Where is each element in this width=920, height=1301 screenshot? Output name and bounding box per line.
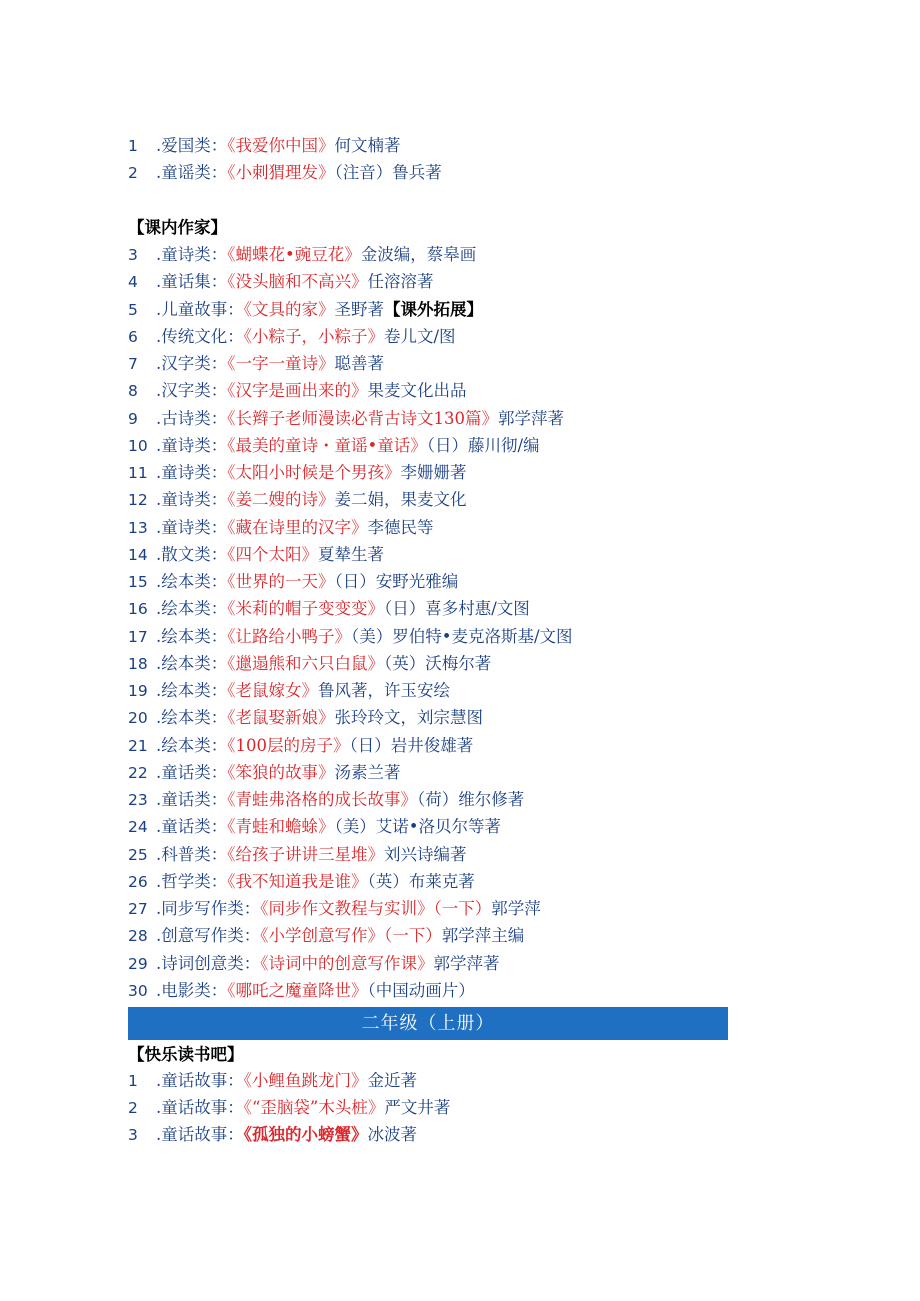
list-item [128, 705, 483, 731]
item-number: 20 [128, 709, 148, 728]
item-category: .童谣类： [156, 163, 228, 182]
item-author: 何文楠著 [334, 136, 401, 155]
item-number: 13 [128, 518, 148, 537]
item-number: 1 [128, 137, 138, 155]
item-number: 30 [128, 981, 148, 1000]
item-category: .绘本类： [156, 735, 228, 755]
item-category: .绘本类： [156, 708, 228, 728]
item-author: 郭学萍著 [433, 953, 500, 973]
item-title: 《我不知道我是谁》 [227, 871, 368, 891]
item-author: （美）罗伯特•麦克洛斯基/文图 [351, 626, 573, 646]
item-number: 11 [128, 464, 148, 482]
item-number: 7 [128, 355, 138, 373]
item-number: 14 [128, 545, 148, 564]
item-title: 《笨狼的故事》 [227, 762, 335, 782]
item-title: 《汉字是画出来的》 [227, 381, 368, 401]
list-item [128, 651, 491, 677]
item-category: .童话类： [156, 790, 228, 809]
grade-banner: 二年级（上册） [128, 1007, 728, 1040]
item-number: 26 [128, 872, 148, 891]
item-number: 15 [128, 573, 148, 591]
item-author: （英）布莱克著 [367, 871, 475, 891]
item-number: 6 [128, 327, 138, 346]
item-title: 《邋遢熊和六只白鼠》 [227, 653, 384, 673]
item-number: 12 [128, 491, 148, 510]
item-author: 郭学萍著 [498, 408, 564, 428]
item-number: 19 [128, 682, 148, 700]
item-author: 金波编，蔡皋画 [360, 245, 477, 264]
item-category: .童话集： [156, 272, 228, 292]
item-number: 1 [128, 1072, 138, 1090]
item-number: 18 [128, 654, 148, 673]
item-category: .绘本类： [156, 572, 228, 591]
item-category: .汉字类： [156, 354, 228, 373]
item-category: .诗词创意类： [156, 953, 261, 973]
list-item [128, 596, 530, 622]
item-title: 《小学创意写作》（一下） [260, 926, 442, 946]
item-category: .传统文化： [156, 326, 244, 346]
item-author: 刘兴诗编著 [384, 844, 467, 864]
item-author: 任溶溶著 [367, 272, 434, 292]
list-item [128, 951, 500, 977]
item-author: （注音）鲁兵著 [334, 163, 442, 182]
item-title: 《青蛙弗洛格的成长故事》 [227, 790, 417, 809]
item-author: 夏辇生著 [318, 544, 384, 564]
item-number: 16 [128, 600, 148, 619]
item-title: 《一字一童诗》 [227, 354, 335, 373]
item-author: 圣野著 [334, 299, 384, 319]
item-category: .儿童故事： [156, 299, 244, 319]
list-item [128, 569, 458, 595]
list-item [128, 351, 384, 377]
item-author: （中国动画片） [367, 980, 475, 1000]
item-number: 2 [128, 1099, 138, 1117]
section-heading-reading: 【快乐读书吧】 [128, 1045, 244, 1064]
item-author: （美）艾诺•洛贝尔等著 [334, 817, 501, 837]
item-category: .古诗类： [156, 408, 228, 428]
item-title: 《四个太阳》 [227, 544, 318, 564]
item-author: （日）喜多村惠/文图 [384, 599, 530, 619]
item-title: 《世界的一天》 [227, 572, 335, 591]
item-number: 9 [128, 409, 138, 428]
list-item [128, 242, 476, 268]
item-number: 3 [128, 1126, 138, 1144]
item-category: .童诗类： [156, 463, 228, 482]
list-item [128, 760, 401, 786]
item-number: 10 [128, 436, 148, 455]
item-category: .创意写作类： [156, 926, 261, 946]
list-item [128, 269, 434, 295]
item-category: .童话类： [156, 762, 228, 782]
list-item [128, 487, 467, 513]
item-title: 《没头脑和不高兴》 [227, 272, 368, 292]
item-author: 金近著 [367, 1071, 417, 1090]
item-number: 3 [128, 246, 138, 264]
item-title: 《青蛙和蟾蜍》 [227, 817, 335, 837]
list-item [128, 978, 475, 1004]
item-category: .童诗类： [156, 245, 228, 264]
item-title: 《“歪脑袋”木头桩》 [243, 1098, 385, 1117]
list-item [128, 1068, 417, 1094]
list-item [128, 923, 524, 949]
item-author: 郭学萍 [491, 899, 541, 918]
item-number: 17 [128, 627, 148, 646]
item-author: 严文井著 [384, 1098, 451, 1117]
item-author: 汤素兰著 [334, 762, 401, 782]
item-title: 《小刺猬理发》 [227, 163, 335, 182]
item-category: .童话故事： [156, 1125, 244, 1144]
item-title: 《我爱你中国》 [227, 136, 335, 155]
item-number: 5 [128, 300, 138, 319]
item-title: 《蝴蝶花•豌豆花》 [227, 245, 361, 264]
item-number: 28 [128, 927, 148, 946]
item-title: 《小粽子，小粽子》 [243, 326, 384, 346]
item-author: 李德民等 [367, 517, 434, 537]
item-author: （日）岩井俊雄著 [349, 735, 474, 755]
item-title: 《哪吒之魔童降世》 [227, 980, 368, 1000]
item-category: .哲学类： [156, 871, 228, 891]
item-number: 27 [128, 900, 148, 918]
item-title: 《老鼠嫁女》 [227, 681, 318, 700]
list-item [128, 433, 540, 459]
item-title: 《长辫子老师漫读必背古诗文130篇》 [227, 408, 498, 428]
item-title: 《文具的家》 [243, 299, 335, 319]
item-title: 《诗词中的创意写作课》 [260, 953, 434, 973]
item-title: 《100层的房子》 [227, 735, 350, 755]
item-category: .童诗类： [156, 435, 228, 455]
item-title: 《姜二嫂的诗》 [227, 490, 335, 510]
list-item [128, 378, 467, 404]
item-category: .童诗类： [156, 517, 228, 537]
section-heading-extended: 【课外拓展】 [384, 299, 483, 319]
item-author: 卷儿文/图 [384, 326, 456, 346]
item-author: 果麦文化出品 [367, 381, 467, 401]
list-item [128, 1122, 417, 1148]
list-item [128, 542, 384, 568]
item-author: 鲁风著，许玉安绘 [318, 681, 450, 700]
item-title: 《给孩子讲讲三星堆》 [227, 844, 384, 864]
item-category: .绘本类： [156, 653, 228, 673]
item-title: 《同步作文教程与实训》（一下） [260, 899, 492, 918]
item-author: 姜二娟，果麦文化 [334, 490, 467, 510]
item-number: 29 [128, 954, 148, 973]
item-category: .绘本类： [156, 681, 228, 700]
item-title: 《米莉的帽子变变变》 [227, 599, 384, 619]
item-title: 《太阳小时候是个男孩》 [227, 463, 401, 482]
item-category: .汉字类： [156, 381, 228, 401]
item-author: （英）沃梅尔著 [384, 653, 492, 673]
item-category: .散文类： [156, 544, 228, 564]
item-title: 《老鼠娶新娘》 [227, 708, 335, 728]
item-title: 《小鲤鱼跳龙门》 [243, 1071, 368, 1090]
list-item [128, 406, 564, 432]
list-item [128, 515, 434, 541]
item-number: 21 [128, 736, 148, 755]
list-item [128, 842, 467, 868]
item-category: .电影类： [156, 980, 228, 1000]
list-item [128, 869, 475, 895]
item-category: .科普类： [156, 844, 228, 864]
item-category: .绘本类： [156, 599, 228, 619]
item-number: 25 [128, 845, 148, 864]
item-title: 《孤独的小螃蟹》 [243, 1125, 368, 1144]
item-category: .同步写作类： [156, 899, 261, 918]
list-item [128, 133, 401, 159]
list-item [128, 896, 541, 922]
list-item [128, 624, 573, 650]
item-author: 李姗姗著 [400, 463, 467, 482]
list-item [128, 733, 473, 759]
section-heading-authors: 【课内作家】 [128, 218, 227, 237]
item-category: .童话故事： [156, 1071, 244, 1090]
item-title: 《藏在诗里的汉字》 [227, 517, 368, 537]
item-author: 聪善著 [334, 354, 384, 373]
item-number: 23 [128, 791, 148, 809]
item-number: 4 [128, 273, 138, 292]
list-item [128, 460, 467, 486]
item-category: .童话类： [156, 817, 228, 837]
item-author: （日）安野光雅编 [334, 572, 459, 591]
item-number: 2 [128, 164, 138, 182]
item-category: .童诗类： [156, 490, 228, 510]
list-item [128, 678, 450, 704]
list-item [128, 297, 483, 323]
list-item [128, 787, 524, 813]
item-number: 22 [128, 763, 148, 782]
item-title: 《让路给小鸭子》 [227, 626, 351, 646]
item-category: .爱国类： [156, 136, 228, 155]
item-number: 24 [128, 818, 148, 837]
item-category: .绘本类： [156, 626, 228, 646]
list-item [128, 1095, 450, 1121]
item-author: 张玲玲文，刘宗慧图 [334, 708, 483, 728]
item-author: 郭学萍主编 [441, 926, 525, 946]
item-author: 冰波著 [367, 1125, 417, 1144]
item-category: .童话故事： [156, 1098, 244, 1117]
item-author: （日）藤川彻/编 [426, 435, 540, 455]
list-item [128, 324, 456, 350]
list-item [128, 160, 442, 186]
list-item [128, 814, 501, 840]
item-author: （荷）维尔修著 [417, 790, 525, 809]
item-title: 《最美的童诗・童谣•童话》 [227, 435, 427, 455]
item-number: 8 [128, 382, 138, 401]
